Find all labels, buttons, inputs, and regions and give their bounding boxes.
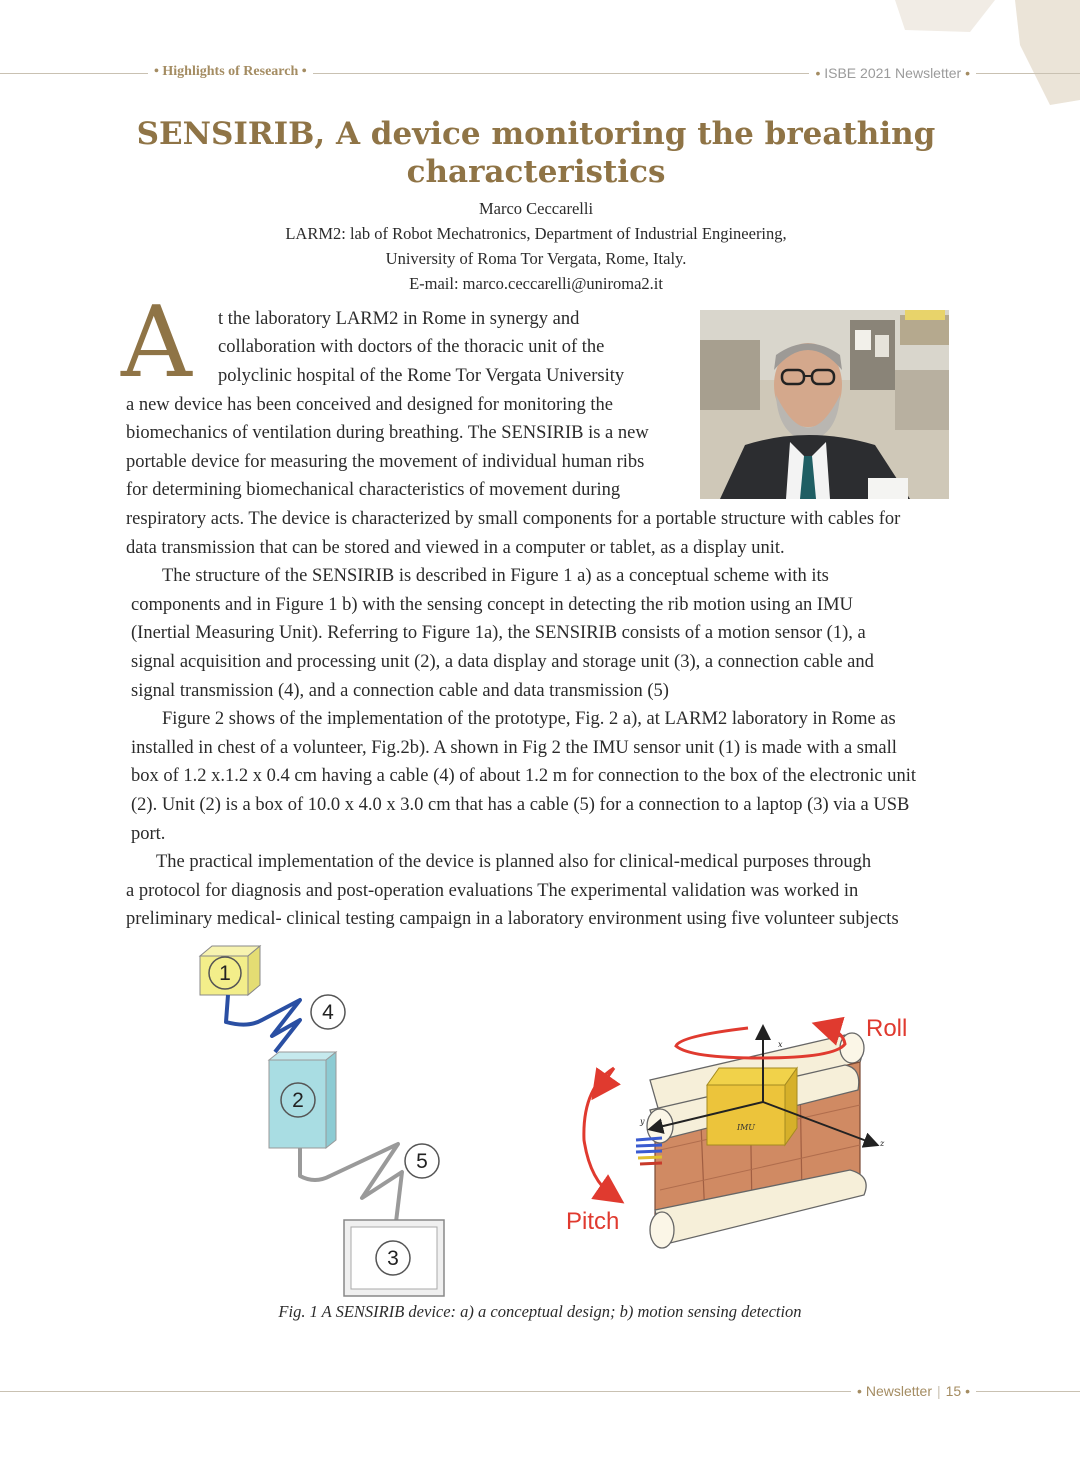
- body-line: portable device for measuring the movement of individual human ribs: [126, 452, 645, 472]
- body-line: port.: [131, 824, 166, 844]
- cable-5: [300, 1144, 402, 1222]
- body-line: a new device has been conceived and designed for monitoring the: [126, 395, 613, 415]
- imu-label: IMU: [736, 1123, 756, 1132]
- newsletter-label: • ISBE 2021 Newsletter •: [809, 65, 976, 81]
- label-3: 3: [387, 1247, 399, 1270]
- label-1: 1: [219, 962, 231, 985]
- display-unit: [344, 1220, 444, 1296]
- section-label: • Highlights of Research •: [148, 64, 313, 80]
- figure-1: [0, 940, 1080, 1310]
- article-title: SENSIRIB, A device monitoring the breathing characteristics: [136, 116, 936, 190]
- author-photo: [700, 310, 949, 499]
- axis-z-label: z: [880, 1139, 885, 1148]
- axis-x-label: x: [778, 1040, 783, 1049]
- body-line: (Inertial Measuring Unit). Referring to Figure 1a), the SENSIRIB consists of a motion sensor (1), a: [131, 623, 866, 643]
- body-line: The structure of the SENSIRIB is described in Figure 1 a) as a conceptual scheme with its: [162, 566, 829, 586]
- corner-decoration: [820, 0, 1080, 110]
- body-line: data transmission that can be stored and viewed in a computer or tablet, as a display unit.: [126, 538, 785, 558]
- body-line: installed in chest of a volunteer, Fig.2b). A shown in Fig 2 the IMU sensor unit (1) is made with a small: [131, 738, 897, 758]
- footer: • Newsletter | 15 •: [851, 1383, 976, 1399]
- conceptual-design-diagram: [200, 946, 444, 1296]
- drop-cap: A: [121, 286, 192, 400]
- byline: [130, 196, 942, 296]
- body-line: Figure 2 shows of the implementation of the prototype, Fig. 2 a), at LARM2 laboratory in Rome as: [162, 709, 896, 729]
- author-name: Marco Ceccarelli: [478, 199, 594, 218]
- body-line: preliminary medical- clinical testing campaign in a laboratory environment using five volunteer subjects: [126, 909, 899, 929]
- figure-caption: Fig. 1 A SENSIRIB device: a) a conceptual design; b) motion sensing detection: [278, 1302, 802, 1321]
- processing-unit-box: [269, 1052, 336, 1148]
- body-line: (2). Unit (2) is a box of 10.0 x 4.0 x 3.0 cm that has a cable (5) for a connection to a laptop (3) via a USB: [131, 795, 910, 815]
- body-line: signal transmission (4), and a connection cable and data transmission (5): [131, 681, 669, 701]
- pitch-label: Pitch: [566, 1208, 620, 1235]
- body-line: a protocol for diagnosis and post-operation evaluations The experimental validation was worked in: [126, 881, 859, 901]
- body-line: box of 1.2 x.1.2 x 0.4 cm having a cable (4) of about 1.2 m for connection to the box of the electronic unit: [131, 766, 917, 786]
- body-line: components and in Figure 1 b) with the sensing concept in detecting the rib motion using an IMU: [131, 595, 853, 615]
- body-line: biomechanics of ventilation during breathing. The SENSIRIB is a new: [126, 423, 649, 443]
- affiliation-line: University of Roma Tor Vergata, Rome, Italy.: [385, 249, 687, 268]
- body-line: respiratory acts. The device is characterized by small components for a portable structure with cables for: [126, 509, 901, 529]
- label-2: 2: [292, 1089, 304, 1112]
- cable-4: [226, 995, 300, 1052]
- body-line: polyclinic hospital of the Rome Tor Vergata University: [218, 366, 625, 386]
- axis-y-label: y: [640, 1117, 645, 1126]
- footer-label: Newsletter: [865, 1383, 932, 1399]
- body-line: The practical implementation of the device is planned also for clinical-medical purposes through: [156, 852, 872, 872]
- body-line: signal acquisition and processing unit (2), a data display and storage unit (3), a connection cable and: [131, 652, 874, 672]
- body-line: for determining biomechanical characteristics of movement during: [126, 480, 621, 500]
- label-4: 4: [322, 1001, 334, 1024]
- roll-label: Roll: [866, 1015, 908, 1042]
- sensor-box: [200, 946, 260, 995]
- page-number: 15: [945, 1383, 962, 1399]
- affiliation-line: LARM2: lab of Robot Mechatronics, Department of Industrial Engineering,: [285, 224, 787, 243]
- body-line: t the laboratory LARM2 in Rome in synergy and: [218, 309, 580, 329]
- body-line: collaboration with doctors of the thoracic unit of the: [218, 337, 605, 357]
- label-5: 5: [416, 1150, 428, 1173]
- author-email: E-mail: marco.ceccarelli@uniroma2.it: [409, 274, 663, 293]
- motion-sensing-diagram: [566, 1015, 907, 1248]
